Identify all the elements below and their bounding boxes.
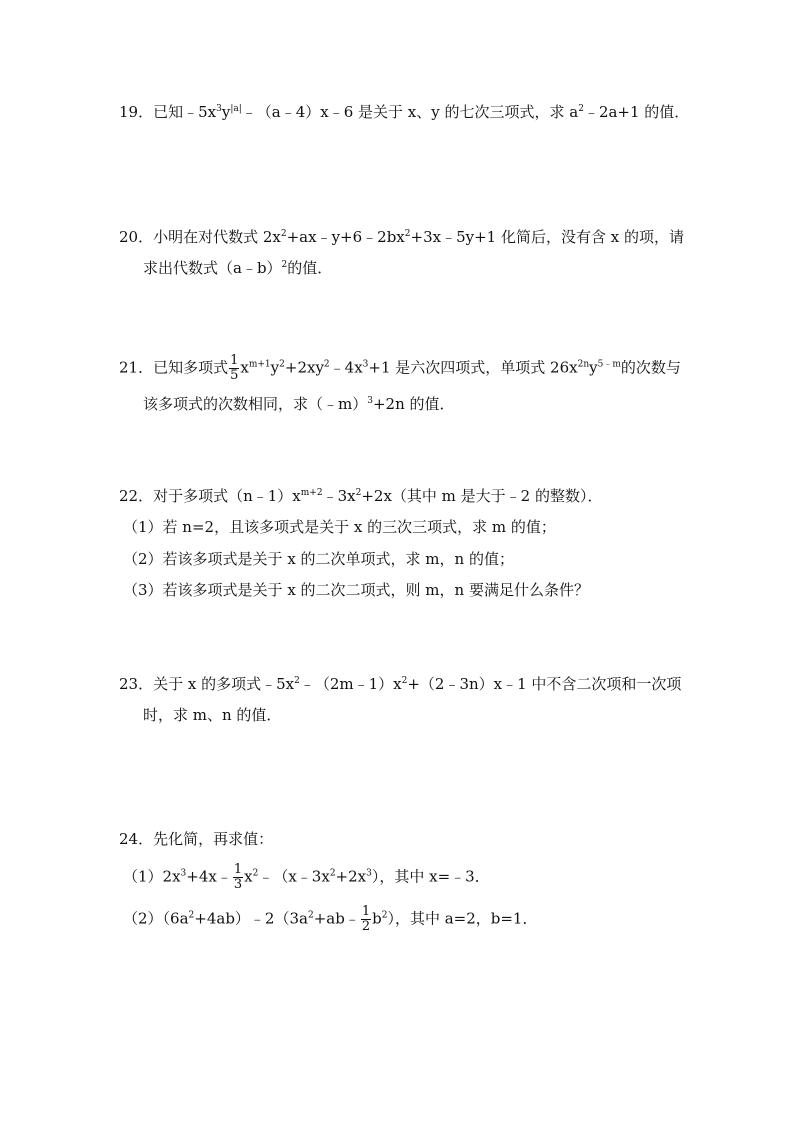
exponent: m+2 (300, 488, 323, 498)
text: 21．已知多项式 (119, 358, 229, 377)
exponent: m+1 (248, 359, 271, 370)
exponent: 2 (381, 910, 388, 921)
text: y (589, 358, 598, 377)
text: +ab﹣ (313, 909, 360, 928)
text: ﹣2a+1 的值． (583, 103, 690, 121)
exponent: 3 (366, 868, 372, 879)
question-20-line-1 (119, 227, 684, 247)
text: +2x (335, 867, 367, 886)
question-22-part-1: （1）若 n=2，且该多项式是关于 x 的三次三项式，求 m 的值； (123, 518, 556, 536)
question-24-part-2 (123, 905, 537, 934)
text: ），其中 x=﹣3． (371, 867, 490, 886)
exponent: 2 (252, 868, 259, 879)
text: +2x（其中 m 是大于﹣2 的整数）． (361, 487, 603, 505)
exponent: 2 (281, 260, 288, 270)
question-20-line-2 (143, 258, 332, 278)
text: ﹣（x﹣3x (258, 867, 330, 886)
exponent: 2 (280, 229, 287, 239)
exponent: 2 (307, 910, 314, 921)
question-22 (119, 486, 602, 506)
question-21-line-2 (143, 394, 455, 414)
text: b (372, 909, 382, 928)
question-21-line-1 (119, 354, 681, 383)
exponent: 2n (577, 359, 590, 370)
text: x (240, 358, 249, 377)
fraction-numerator: 1 (233, 862, 243, 877)
text: +2n 的值． (372, 395, 455, 413)
exponent: 2 (294, 676, 300, 686)
exponent: 3 (216, 104, 222, 114)
text: 23．关于 x 的多项式﹣5x (119, 675, 295, 693)
fraction-denominator: 3 (233, 877, 243, 892)
text: +（2﹣3n）x﹣1 中不含二次项和一次项 (407, 675, 682, 693)
text: +2xy (284, 358, 324, 377)
text: （1）2x (123, 867, 181, 886)
exponent: 2 (279, 359, 285, 370)
text: 19．已知﹣5x (119, 103, 217, 121)
exponent: |a| (230, 104, 242, 114)
fraction-one-third (233, 863, 243, 892)
exponent: 2 (578, 104, 584, 114)
exponent: 2 (404, 229, 411, 239)
question-22-part-2: （2）若该多项式是关于 x 的二次单项式，求 m，n 的值； (123, 550, 514, 568)
exponent: 2 (188, 910, 195, 921)
text: 20．小明在对代数式 2x (119, 228, 281, 246)
text: ﹣4x (329, 358, 363, 377)
exponent: 2 (355, 488, 362, 498)
text: ﹣3x (322, 487, 356, 505)
exponent: 2 (401, 676, 408, 686)
text: 的值． (287, 259, 333, 277)
text: ），其中 a=2，b=1． (387, 909, 538, 928)
text: y (270, 358, 280, 377)
exponent: 3 (362, 359, 369, 370)
text: 求出代数式（a﹣b） (143, 259, 282, 277)
text: （2）（6a (123, 909, 189, 928)
text: +3x﹣5y+1 化简后，没有含 x 的项，请 (410, 228, 684, 246)
question-24-title: 24．先化简，再求值： (119, 830, 274, 848)
text: 22．对于多项式（n﹣1）x (119, 487, 301, 505)
fraction-numerator: 1 (361, 904, 371, 919)
text: +ax﹣y+6﹣2bx (286, 228, 405, 246)
text: ﹣（a﹣4）x﹣6 是关于 x、y 的七次三项式，求 a (241, 103, 579, 121)
exponent: 5﹣m (597, 359, 621, 370)
text: x (244, 867, 253, 886)
question-22-part-3: （3）若该多项式是关于 x 的二次二项式，则 m，n 要满足什么条件？ (123, 581, 589, 599)
fraction-denominator: 5 (230, 368, 239, 383)
text: +1 是六次四项式，单项式 26x (368, 358, 578, 377)
exponent: 2 (329, 868, 336, 879)
question-24-part-1 (123, 863, 490, 892)
exponent: 3 (367, 396, 373, 406)
question-19 (119, 102, 689, 122)
fraction-denominator: 2 (361, 919, 371, 934)
fraction-numerator: 1 (230, 353, 239, 368)
fraction-one-half (361, 905, 371, 934)
exponent: 2 (323, 359, 330, 370)
fraction-one-fifth (229, 354, 239, 383)
text: y (221, 103, 231, 121)
exponent: 3 (180, 868, 187, 879)
text: +4x﹣ (186, 867, 232, 886)
text: 的次数与 (620, 358, 681, 377)
text: ﹣（2m﹣1）x (299, 675, 402, 693)
question-23-line-1 (119, 674, 681, 694)
text: +4ab）﹣2（3a (194, 909, 308, 928)
text: 该多项式的次数相同，求（﹣m） (143, 395, 368, 413)
question-23-line-2: 时，求 m、n 的值． (143, 706, 282, 724)
